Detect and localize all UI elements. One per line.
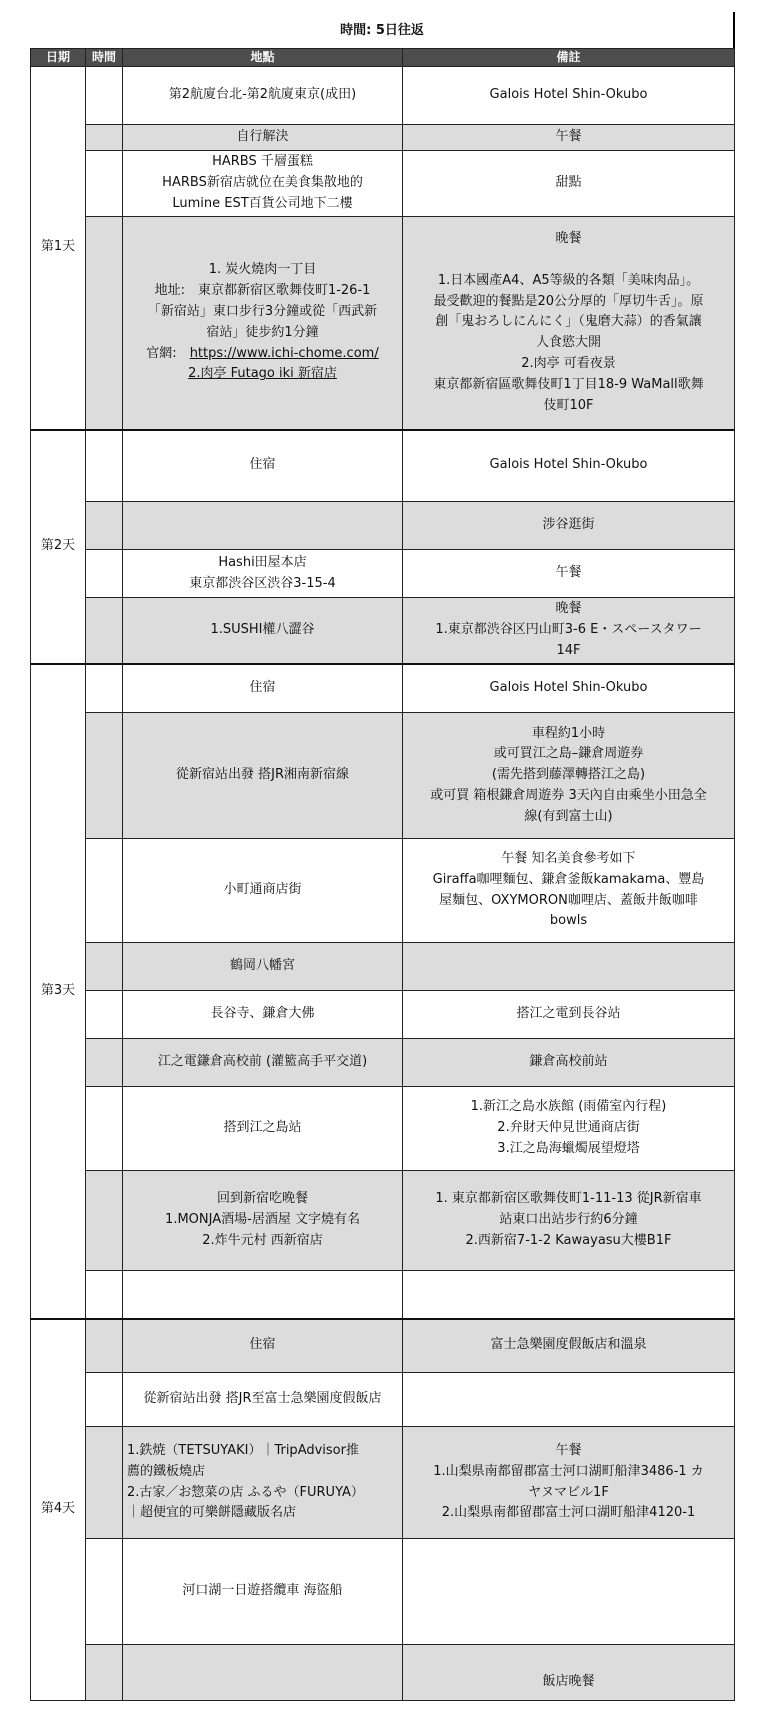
table-row	[31, 1271, 735, 1319]
text-line: 人食慾大開	[535, 335, 601, 351]
time-cell	[86, 713, 123, 839]
place-cell	[123, 664, 403, 713]
note-cell	[403, 67, 735, 125]
text-line: 伎町10F	[543, 397, 594, 413]
text-line: 14F	[556, 642, 581, 658]
time-cell	[86, 991, 123, 1039]
text-line: 屋麵包、OXYMORON咖哩店、蓋飯井飯咖啡	[439, 892, 698, 908]
table-row	[31, 502, 735, 550]
table-row	[31, 713, 735, 839]
text-line: 鶴岡八幡宮	[229, 958, 295, 974]
restaurant-name: 2.肉亭 Futago iki 新宿店	[188, 366, 337, 382]
header-note: 備註	[403, 49, 735, 67]
text-line: HARBS 千層蛋糕	[212, 154, 313, 170]
place-cell	[123, 1319, 403, 1373]
place-cell	[123, 125, 403, 151]
time-cell	[86, 664, 123, 713]
website-label: 官網:	[146, 345, 190, 361]
text-line: 甜點	[555, 175, 582, 191]
text-line: 小町通商店街	[223, 882, 302, 898]
day-cell: 第4天	[31, 1319, 86, 1701]
place-cell	[123, 1087, 403, 1171]
note-cell	[403, 1087, 735, 1171]
place-cell	[123, 217, 403, 430]
text-line: 午餐	[555, 129, 582, 145]
text-line: 站東口出站步行約6分鐘	[499, 1212, 638, 1228]
text-line: 住宿	[249, 457, 276, 473]
text-line: 1.MONJA酒場-居酒屋 文字燒有名	[165, 1212, 360, 1228]
time-cell	[86, 67, 123, 125]
text-line: 或可買 箱根鎌倉周遊券 3天內自由乘坐小田急全	[430, 787, 707, 803]
itinerary-sheet	[30, 14, 734, 1701]
table-row	[31, 1373, 735, 1427]
time-cell	[86, 151, 123, 217]
table-row	[31, 430, 735, 502]
place-cell	[123, 1427, 403, 1539]
day-cell: 第1天	[31, 67, 86, 430]
text-line: HARBS新宿店就位在美食集散地的	[162, 175, 363, 191]
text-line: 1.日本國產A4、A5等級的各類「美味肉品」。	[437, 272, 700, 288]
text-line: 1. 炭火燒肉一丁目	[208, 262, 317, 278]
text-line: Galois Hotel Shin-Okubo	[489, 87, 648, 103]
table-row	[31, 664, 735, 713]
text-line: Galois Hotel Shin-Okubo	[489, 679, 648, 695]
place-cell	[123, 713, 403, 839]
note-cell	[403, 1373, 735, 1427]
note-cell	[403, 1539, 735, 1645]
text-line: ｜超便宜的可樂餅隱藏版名店	[127, 1505, 297, 1521]
time-cell	[86, 839, 123, 943]
text-line: 飯店晚餐	[542, 1673, 595, 1689]
note-cell	[403, 943, 735, 991]
text-line: 宿站」徒步約1分鐘	[206, 324, 319, 340]
text-line: 東京都新宿區歌舞伎町1丁目18-9 WaMall歌舞	[433, 376, 704, 392]
text-line: 薦的鐵板燒店	[127, 1463, 206, 1479]
text-line: 3.江之島海蠟燭展望燈塔	[497, 1140, 640, 1156]
note-cell	[403, 217, 735, 430]
place-cell	[123, 1039, 403, 1087]
place-cell	[123, 67, 403, 125]
text-line: 從新宿站出發 搭JR湘南新宿線	[176, 767, 349, 783]
text-line: 晚餐	[555, 601, 582, 617]
note-cell	[403, 125, 735, 151]
text-line: 2.炸牛元村 西新宿店	[202, 1232, 323, 1248]
text-line: 回到新宿吃晚餐	[216, 1191, 308, 1207]
note-cell	[403, 1319, 735, 1373]
page-title: 時間: 5日往返	[340, 23, 424, 38]
text-line: 河口湖一日遊搭纜車 海盜船	[182, 1583, 343, 1599]
text-line: 1.山梨県南都留郡富士河口湖町船津3486-1 カ	[433, 1463, 704, 1479]
text-line: 2.古家／お惣菜の店 ふるや（FURUYA）	[127, 1484, 364, 1500]
text-line: 或可買江之島–鎌倉周遊券	[493, 746, 644, 762]
note-cell	[403, 1271, 735, 1319]
note-cell	[403, 598, 735, 664]
text-line: Hashi田屋本店	[218, 554, 307, 570]
time-cell	[86, 1087, 123, 1171]
text-line: 「新宿站」東口步行3分鐘或從「西武新	[147, 303, 378, 319]
header-place: 地點	[123, 49, 403, 67]
place-cell	[123, 151, 403, 217]
text-line: 創「鬼おろしにんにく」（鬼磨大蒜）的香氣讓	[435, 314, 702, 330]
note-cell	[403, 664, 735, 713]
text-line: 午餐	[555, 565, 582, 581]
text-line: 1.東京都渋谷区円山町3-6 E・スペースタワー	[435, 621, 702, 637]
place-cell	[123, 1271, 403, 1319]
table-row	[31, 67, 735, 125]
place-cell	[123, 839, 403, 943]
text-line: ヤヌマビル1F	[528, 1484, 609, 1500]
time-cell	[86, 943, 123, 991]
place-cell	[123, 1645, 403, 1701]
note-cell	[403, 151, 735, 217]
time-cell	[86, 217, 123, 430]
note-cell	[403, 430, 735, 502]
note-cell	[403, 1171, 735, 1271]
text-line: 住宿	[249, 679, 276, 695]
text-line: 自行解決	[236, 129, 289, 145]
text-line: 從新宿站出發 搭JR至富士急樂園度假飯店	[143, 1391, 382, 1407]
itinerary-table	[30, 48, 735, 1701]
text-line: 江之電鎌倉高校前 (灌籃高手平交道)	[157, 1054, 368, 1070]
text-line: 午餐	[555, 1442, 582, 1458]
text-line: 鎌倉高校前站	[529, 1054, 608, 1070]
note-cell	[403, 1427, 735, 1539]
table-row	[31, 1427, 735, 1539]
time-cell	[86, 502, 123, 550]
text-line: 搭到江之島站	[223, 1120, 302, 1136]
table-row	[31, 1319, 735, 1373]
table-row	[31, 598, 735, 664]
text-line: 1.新江之島水族館 (雨備室內行程)	[470, 1099, 667, 1115]
text-line: 線(有到富士山)	[524, 808, 613, 824]
text-line: 富士急樂園度假飯店和溫泉	[490, 1337, 647, 1353]
table-row	[31, 991, 735, 1039]
text-line: Giraffa咖哩麵包、鎌倉釜飯kamakama、豐島	[432, 871, 705, 887]
text-line: 晚餐	[555, 231, 582, 247]
text-line: 午餐 知名美食參考如下	[501, 850, 636, 866]
time-cell	[86, 1319, 123, 1373]
time-cell	[86, 598, 123, 664]
place-cell	[123, 430, 403, 502]
table-row	[31, 943, 735, 991]
text-line: 涉谷逛街	[542, 517, 595, 533]
note-cell	[403, 839, 735, 943]
text-line: 2.西新宿7-1-2 Kawayasu大樓B1F	[465, 1232, 672, 1248]
text-line: 長谷寺、鎌倉大佛	[210, 1006, 315, 1022]
place-cell	[123, 943, 403, 991]
place-cell	[123, 991, 403, 1039]
table-row	[31, 1645, 735, 1701]
table-row	[31, 1539, 735, 1645]
day-cell: 第2天	[31, 430, 86, 664]
table-row	[31, 151, 735, 217]
time-cell	[86, 430, 123, 502]
note-cell	[403, 502, 735, 550]
text-line: 搭江之電到長谷站	[516, 1006, 621, 1022]
note-cell	[403, 1645, 735, 1701]
time-cell	[86, 1271, 123, 1319]
text-line: 2.弁財天仲見世通商店街	[497, 1120, 640, 1136]
table-row	[31, 550, 735, 598]
place-cell	[123, 550, 403, 598]
place-cell	[123, 598, 403, 664]
time-cell	[86, 1039, 123, 1087]
text-line: 1. 東京都新宿区歌舞伎町1-11-13 從JR新宿車	[435, 1191, 702, 1207]
text-line: 2.山梨県南都留郡富士河口湖町船津4120-1	[441, 1505, 696, 1521]
text-line: 1.SUSHI權八澀谷	[210, 621, 315, 637]
text-line: bowls	[549, 913, 588, 929]
text-line: 第2航廈台北-第2航廈東京(成田)	[168, 87, 357, 103]
place-cell	[123, 502, 403, 550]
time-cell	[86, 1171, 123, 1271]
table-row	[31, 839, 735, 943]
website-link[interactable]: https://www.ichi-chome.com/	[189, 345, 379, 361]
text-line: 2.肉亭 可看夜景	[521, 355, 616, 371]
place-cell	[123, 1373, 403, 1427]
time-cell	[86, 550, 123, 598]
table-row	[31, 217, 735, 430]
header-time: 時間	[86, 49, 123, 67]
table-row	[31, 1171, 735, 1271]
table-row	[31, 1087, 735, 1171]
text-line: (需先搭到藤澤轉搭江之島)	[491, 767, 646, 783]
note-cell	[403, 713, 735, 839]
time-cell	[86, 1373, 123, 1427]
place-cell	[123, 1539, 403, 1645]
place-lines	[148, 262, 377, 339]
note-cell	[403, 550, 735, 598]
note-cell	[403, 991, 735, 1039]
time-cell	[86, 1645, 123, 1701]
text-line: 最受歡迎的餐點是20公分厚的「厚切牛舌」。原	[433, 293, 704, 309]
text-line: 車程約1小時	[531, 725, 606, 741]
text-line: Galois Hotel Shin-Okubo	[489, 457, 648, 473]
header-row	[31, 49, 735, 67]
time-cell	[86, 125, 123, 151]
text-line: 東京都渋谷区渋谷3-15-4	[189, 575, 336, 591]
day-cell: 第3天	[31, 664, 86, 1319]
table-row	[31, 1039, 735, 1087]
header-date: 日期	[31, 49, 86, 67]
place-cell	[123, 1171, 403, 1271]
time-cell	[86, 1539, 123, 1645]
text-line: Lumine EST百貨公司地下二樓	[172, 195, 353, 211]
text-line: 1.鉄焼（TETSUYAKI）｜TripAdvisor推	[127, 1442, 359, 1458]
text-line: 地址: 東京都新宿区歌舞伎町1-26-1	[154, 283, 371, 299]
text-line: 住宿	[249, 1337, 276, 1353]
table-row	[31, 125, 735, 151]
time-cell	[86, 1427, 123, 1539]
note-cell	[403, 1039, 735, 1087]
